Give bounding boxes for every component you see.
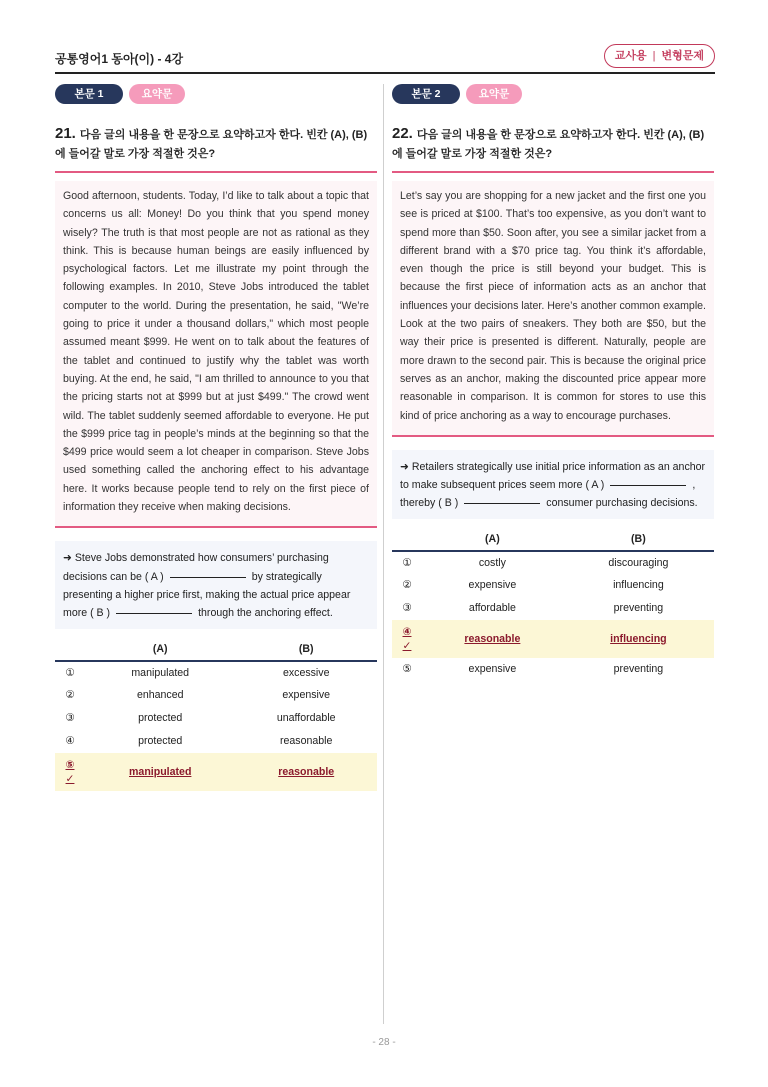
option-a: costly (478, 556, 506, 569)
question-text: 다음 글의 내용을 한 문장으로 요약하고자 한다. 빈칸 (A), (B)에 들어갈 말로 가장 적절한 것은? (392, 129, 705, 160)
option-row[interactable] (55, 730, 377, 753)
option-b: expensive (282, 689, 331, 702)
option-row[interactable] (55, 707, 377, 730)
summary-box (55, 541, 377, 628)
column-divider (383, 84, 384, 1024)
passage-tag: 본문 2 (392, 84, 460, 104)
summary-text-3: through the anchoring effect. (198, 607, 333, 620)
summary-text-2: by strategically presenting a higher price first, making the actual price appear more ( B ) (63, 570, 351, 620)
passage-tag: 본문 1 (55, 84, 123, 104)
option-a: expensive (468, 579, 517, 592)
option-row[interactable] (55, 684, 377, 707)
question-number: 21. (55, 125, 76, 142)
header-a: (A) (422, 529, 563, 551)
option-row[interactable] (392, 597, 714, 620)
answer-number-label: ⑤ (65, 758, 75, 771)
question-number: 22. (392, 125, 413, 142)
passage-text: Let’s say you are shopping for a new jacket and the first one you see is priced at $100. That’s too expensive, as you don’t want to spend more than $50. Soon after, you see a similar jacket from a different brand with a $70 price tag. You think it’s affordable, even though the price is still beyond your budget. This is because the first piece of information acts as an anchor that influences your decisions later. Here’s another common example. Look at the two pairs of sneakers. They both are $50, but the way their price is presented is different. Naturally, people are more drawn to the second pair. This is because the original price serves as an anchor, making the discounted price appear more reasonable in comparison. It is common for stores to use this kind of price anchoring as a way to encourage purchases. (392, 181, 714, 437)
option-b: reasonable (280, 735, 333, 748)
badge-separator: | (652, 49, 656, 62)
answer-a: reasonable (422, 620, 563, 658)
page-title: 공통영어1 동아(이) - 4강 (55, 52, 184, 66)
option-a: enhanced (136, 689, 184, 702)
option-b: influencing (613, 579, 664, 592)
summary-box (392, 450, 714, 519)
blank-b (464, 503, 540, 504)
answer-row[interactable] (392, 620, 714, 658)
passage-text: Good afternoon, students. Today, I’d like to talk about a topic that concerns us all: Money! Do you think that you spend money wisely? The truth is that most people are not as rational as they think. This is because human beings are easily influenced by psychological factors. Let me illustrate my point through the following examples. In 2010, Steve Jobs introduced the tablet computer to the world. During the presentation, he said, "We’re going to price it under a thousand dollars," which most people assumed meant $999. He went on to talk about the features of the tablet and continued to justify why the tablet was worth buying. At the end, he said, "I am thrilled to announce to you that the pricing starts not at $999 but at just $499." The crowd went wild. The tablet suddenly seemed affordable to everyone. He put the $999 price tag in people’s minds at the beginning so that the $499 price would seem a lot cheaper in comparison. Steve Jobs used something called the anchoring effect to his advantage here. It works because people tend to rely on the first piece of information they receive when making decisions. (55, 181, 377, 528)
option-row[interactable] (392, 658, 714, 681)
option-a: affordable (468, 602, 516, 615)
question-tags (392, 84, 714, 104)
option-a: manipulated (131, 666, 190, 679)
option-number: ⑤ (402, 663, 412, 676)
summary-text-1: ➜ Steve Jobs demonstrated how consumers’ purchasing decisions can be ( A ) (63, 552, 329, 583)
badge-teacher-label: 교사용 (614, 49, 647, 62)
badge-type-label: 변형문제 (661, 49, 704, 62)
page-number: - 28 - (372, 1037, 396, 1048)
answer-row[interactable] (55, 753, 377, 791)
question-text: 다음 글의 내용을 한 문장으로 요약하고자 한다. 빈칸 (A), (B)에 들어갈 말로 가장 적절한 것은? (55, 129, 368, 160)
header-b: (B) (235, 639, 377, 661)
summary-tag: 요약문 (466, 84, 522, 104)
answer-b: influencing (563, 620, 714, 658)
answer-number (55, 753, 85, 791)
option-b: discouraging (608, 556, 669, 569)
option-number: ② (65, 689, 75, 702)
question-tags (55, 84, 377, 104)
option-number: ③ (65, 712, 75, 725)
option-b: excessive (282, 666, 330, 679)
options-table (55, 639, 377, 791)
question-22 (392, 84, 714, 681)
blank-a (610, 485, 686, 486)
header-num (55, 639, 85, 661)
option-row[interactable] (392, 551, 714, 574)
option-number: ② (402, 579, 412, 592)
summary-text-1: ➜ Retailers strategically use initial price information as an anchor to make subsequent prices seem more ( A ) (400, 460, 706, 492)
header-num (392, 529, 422, 551)
option-b: preventing (613, 663, 664, 676)
check-icon: ✓ (65, 772, 75, 785)
summary-text-3: consumer purchasing decisions. (546, 497, 698, 510)
option-b: unaffordable (276, 712, 336, 725)
answer-b: reasonable (235, 753, 377, 791)
summary-tag: 요약문 (129, 84, 185, 104)
summary-text-2: , thereby ( B ) (400, 479, 696, 510)
teacher-badge (604, 44, 715, 68)
option-number: ④ (65, 735, 75, 748)
answer-a: manipulated (85, 753, 235, 791)
check-icon: ✓ (402, 639, 412, 652)
answer-number (392, 620, 422, 658)
option-number: ① (402, 556, 412, 569)
answer-number-label: ④ (402, 625, 412, 638)
option-a: protected (138, 735, 183, 748)
options-header-row (55, 639, 377, 661)
blank-a (170, 577, 246, 578)
options-header-row (392, 529, 714, 551)
blank-b (116, 613, 192, 614)
header-b: (B) (563, 529, 714, 551)
option-a: protected (138, 712, 183, 725)
options-table (392, 529, 714, 681)
option-a: expensive (468, 663, 517, 676)
option-row[interactable] (392, 574, 714, 597)
question-21 (55, 84, 377, 791)
option-number: ① (65, 666, 75, 679)
option-b: preventing (613, 602, 664, 615)
option-number: ③ (402, 602, 412, 615)
question-prompt (392, 124, 714, 173)
page-header (55, 44, 715, 74)
option-row[interactable] (55, 661, 377, 684)
header-a: (A) (85, 639, 235, 661)
question-prompt (55, 124, 377, 173)
